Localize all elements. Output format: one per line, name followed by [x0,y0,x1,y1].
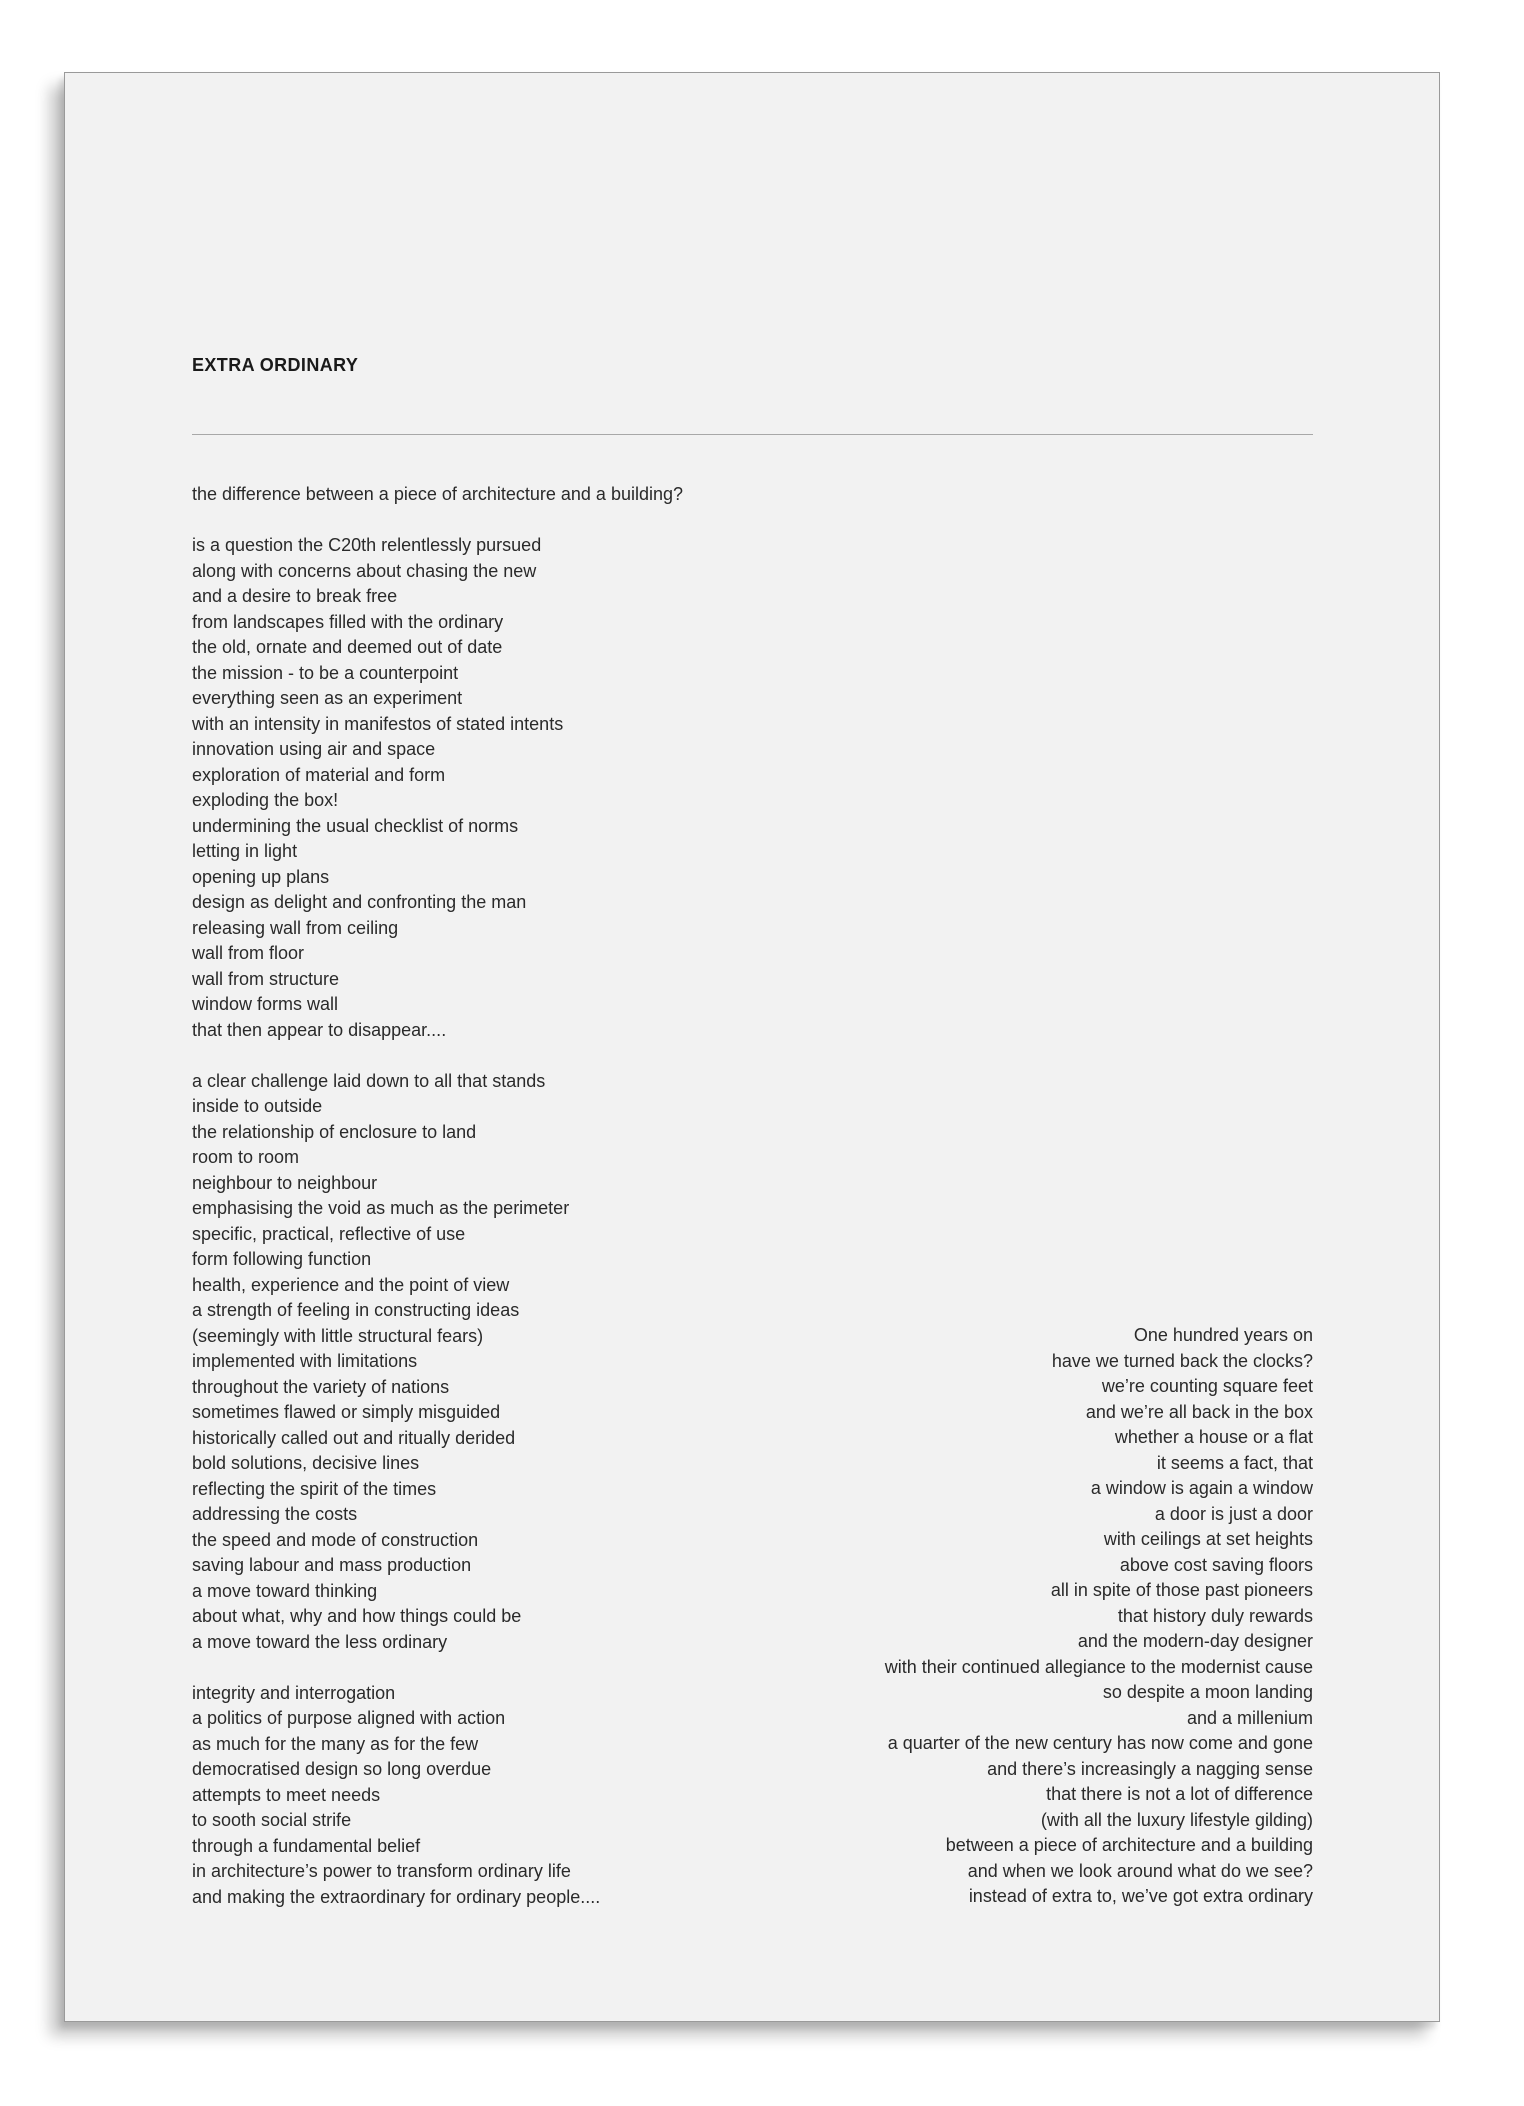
poem-line: releasing wall from ceiling [192,917,399,938]
poem-line: the speed and mode of construction [192,1529,479,1550]
poem-line: saving labour and mass production [192,1555,472,1575]
poem-line: (with all the luxury lifestyle gilding) [1040,1809,1313,1830]
poem-line: wall from floor [192,943,305,963]
poem-line: wall from structure [192,968,340,989]
poem-line: room to room [192,1147,300,1167]
poem-line: with an intensity in manifestos of stated intents [192,713,564,734]
poem-line: whether a house or a flat [1114,1427,1313,1447]
poem-line: the old, ornate and deemed out of date [192,637,503,657]
poem-line: along with concerns about chasing the new [192,560,537,581]
document-title: EXTRA ORDINARY [192,355,359,375]
document-page [64,72,1440,2022]
poem-line: opening up plans [192,866,330,887]
poem-line: a window is again a window [1090,1478,1313,1498]
poem-line: a door is just a door [1154,1503,1313,1524]
poem-line: design as delight and confronting the man [192,892,527,912]
poem-line: letting in light [192,841,298,861]
poem-line: with ceilings at set heights [1103,1529,1313,1549]
poem-line: addressing the costs [192,1504,358,1524]
poem-line: about what, why and how things could be [192,1606,522,1626]
poem-line: emphasising the void as much as the perimeter [192,1198,570,1218]
poem-line: a move toward thinking [192,1580,378,1601]
stanza-break [192,508,683,534]
poem-line: we’re counting square feet [1101,1376,1313,1396]
poem-line: form following function [192,1249,372,1269]
poem-line: exploration of material and form [192,764,446,785]
poem-line: throughout the variety of nations [192,1376,450,1397]
poem-line: and making the extraordinary for ordinary people.... [192,1886,601,1907]
poem-right-column [665,1323,1313,1910]
poem-line: and there’s increasingly a nagging sense [987,1758,1313,1779]
poem-line: and a desire to break free [192,586,398,606]
poem-line: the relationship of enclosure to land [192,1121,477,1142]
poem-line: reflecting the spirit of the times [192,1478,437,1499]
stanza-break [192,1655,683,1681]
poem-line: a strength of feeling in constructing ideas [192,1300,520,1320]
poem-line: it seems a fact, that [1156,1452,1313,1473]
poem-line: a move toward the less ordinary [192,1631,448,1652]
poem-line: sometimes flawed or simply misguided [192,1402,501,1422]
poem-line: innovation using air and space [192,739,436,759]
poem-line: that there is not a lot of difference [1046,1784,1313,1804]
title-divider [192,434,1313,435]
poem-line: integrity and interrogation [192,1682,396,1703]
poem-line: everything seen as an experiment [192,688,463,708]
poem-line: as much for the many as for the few [192,1733,479,1754]
poem-line: democratised design so long overdue [192,1759,492,1779]
poem-line: that history duly rewards [1117,1605,1313,1626]
poem-line: exploding the box! [192,790,339,810]
poem-line: to sooth social strife [192,1810,352,1830]
poem-line: attempts to meet needs [192,1784,381,1805]
poem-line: One hundred years on [1133,1325,1313,1345]
poem-line: specific, practical, reflective of use [192,1223,466,1244]
poem-line: instead of extra to, we’ve got extra ordinary [968,1886,1313,1906]
poem-line: in architecture’s power to transform ordinary life [192,1861,571,1881]
poem-line: historically called out and ritually derided [192,1427,516,1448]
poem-line: all in spite of those past pioneers [1050,1580,1313,1600]
poem-line: neighbour to neighbour [192,1172,378,1193]
poem-line: is a question the C20th relentlessly pursued [192,535,542,555]
poem-line: (seemingly with little structural fears) [192,1325,484,1346]
poem-line: and when we look around what do we see? [967,1860,1313,1881]
poem-line: so despite a moon landing [1102,1682,1313,1702]
poem-line: a clear challenge laid down to all that stands [192,1070,546,1091]
poem-line: undermining the usual checklist of norms [192,815,519,836]
poem-line: with their continued allegiance to the modernist cause [884,1656,1313,1677]
poem-line: and the modern-day designer [1077,1631,1313,1651]
poem-line: through a fundamental belief [192,1835,421,1856]
poem-line: the difference between a piece of architecture and a building? [192,484,684,504]
poem-line: between a piece of architecture and a building [945,1835,1313,1855]
poem-line: inside to outside [192,1096,323,1116]
poem-line: window forms wall [192,994,339,1014]
poem-line: from landscapes filled with the ordinary [192,611,504,632]
poem-line: above cost saving floors [1119,1554,1313,1575]
poem-line: have we turned back the clocks? [1051,1350,1313,1371]
stanza-break [192,1043,683,1069]
poem-line: implemented with limitations [192,1351,418,1371]
poem-line: the mission - to be a counterpoint [192,662,459,683]
poem-line: a quarter of the new century has now come and gone [887,1733,1313,1753]
poem-line: that then appear to disappear.... [192,1019,447,1040]
poem-left-column [192,482,683,1910]
poem-line: and we’re all back in the box [1085,1401,1313,1422]
poem-line: a politics of purpose aligned with action [192,1708,506,1728]
poem-line: bold solutions, decisive lines [192,1453,420,1473]
poem-line: and a millenium [1186,1707,1313,1728]
poem-line: health, experience and the point of view [192,1274,510,1295]
